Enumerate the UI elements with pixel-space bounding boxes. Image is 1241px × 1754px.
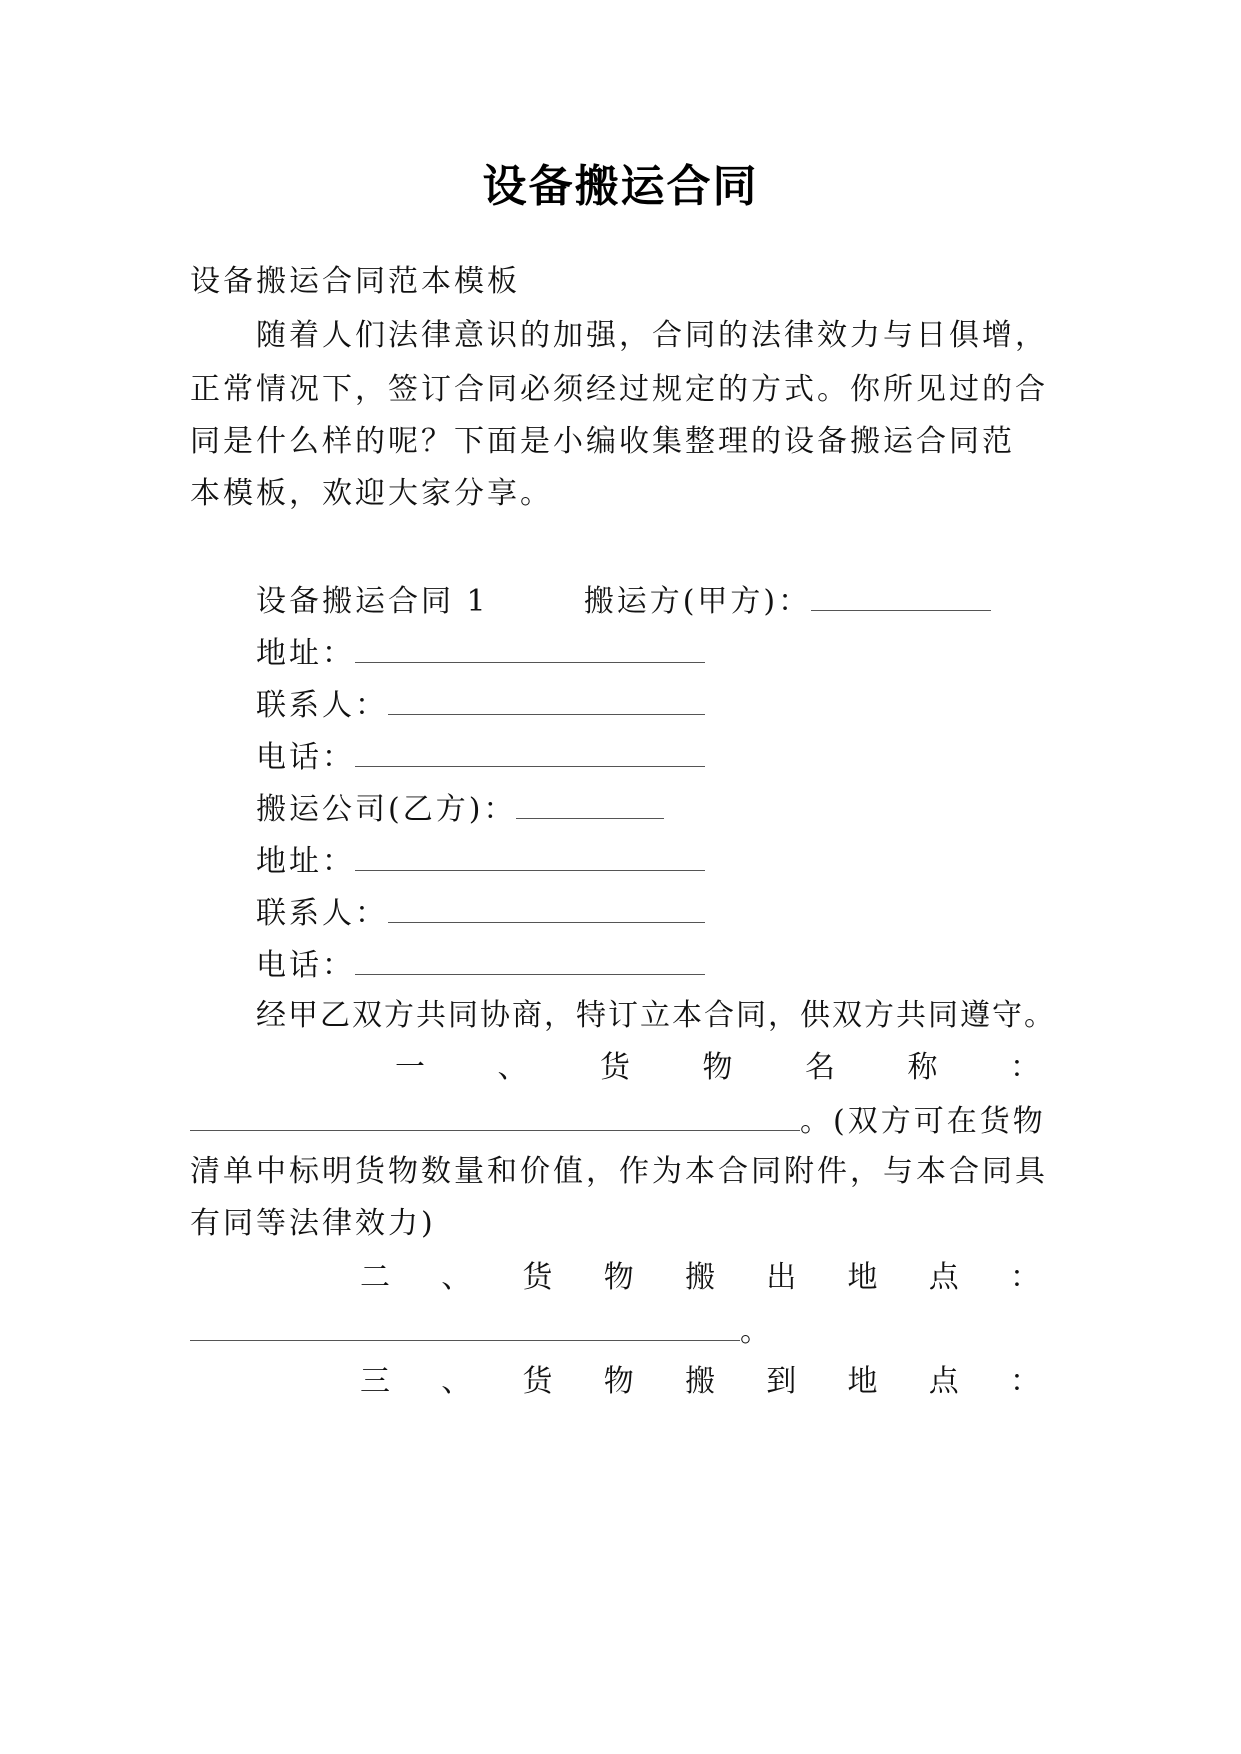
- clause-char: ：: [1010, 1050, 1040, 1085]
- clause-char: 、: [497, 1050, 528, 1085]
- party-a-label: 搬运方(甲方)：: [583, 584, 812, 619]
- document-subtitle: 设备搬运合同范本模板: [190, 264, 520, 299]
- party-a-contact-blank: [388, 684, 705, 715]
- clause-char: 地: [847, 1364, 878, 1399]
- party-a-contact-label: 联系人：: [256, 688, 388, 723]
- party-b-label: 搬运公司(乙方)：: [256, 792, 517, 827]
- party-a-address-blank: [355, 632, 705, 663]
- clause-3-heading: [360, 1362, 1040, 1402]
- clause-char: 到: [766, 1364, 797, 1399]
- party-b-contact-row: [256, 892, 705, 934]
- clause-char: ：: [1010, 1364, 1040, 1399]
- clause-2-heading: [360, 1258, 1040, 1298]
- clause-char: 货: [600, 1050, 630, 1085]
- party-b-blank: [516, 788, 664, 819]
- clause-char: 称: [907, 1050, 938, 1085]
- party-b-address-label: 地址：: [256, 844, 355, 879]
- clause-char: 点: [928, 1260, 959, 1295]
- party-b-address-row: [256, 840, 705, 882]
- agreement-line: 经甲乙双方共同协商，特订立本合同，供双方共同遵守。: [256, 998, 1056, 1033]
- document-title: 设备搬运合同: [482, 161, 759, 212]
- clause-1-cont-2: 有同等法律效力): [190, 1206, 436, 1241]
- clause-char: 三: [360, 1364, 390, 1399]
- party-a-blank: [811, 580, 991, 611]
- contract-heading-row: [256, 580, 991, 622]
- intro-line-2: 正常情况下，签订合同必须经过规定的方式。你所见过的合: [190, 372, 1048, 407]
- clause-2-blank-row: [190, 1310, 773, 1352]
- party-b-contact-label: 联系人：: [256, 896, 388, 931]
- clause-char: 物: [603, 1260, 634, 1295]
- clause-char: 出: [766, 1260, 797, 1295]
- party-a-phone-label: 电话：: [256, 740, 355, 775]
- origin-blank: [190, 1310, 740, 1341]
- clause-char: 物: [702, 1050, 733, 1085]
- clause-char: 名: [805, 1050, 835, 1085]
- clause-char: 搬: [685, 1364, 715, 1399]
- clause-1-tail: 。(双方可在货物: [800, 1104, 1046, 1139]
- clause-char: 二: [360, 1260, 390, 1295]
- intro-line-1: 随着人们法律意识的加强，合同的法律效力与日俱增，: [256, 318, 1048, 353]
- intro-line-4: 本模板，欢迎大家分享。: [190, 476, 553, 511]
- intro-line-3: 同是什么样的呢？下面是小编收集整理的设备搬运合同范: [190, 424, 1015, 459]
- clause-char: 货: [522, 1364, 553, 1399]
- clause-1-blank-row: [190, 1100, 1046, 1142]
- clause-2-tail: 。: [740, 1314, 773, 1349]
- party-b-row: [256, 788, 664, 830]
- clause-char: 、: [441, 1260, 472, 1295]
- party-a-address-label: 地址：: [256, 636, 355, 671]
- clause-char: 、: [441, 1364, 472, 1399]
- goods-name-blank: [190, 1100, 800, 1131]
- clause-char: 点: [928, 1364, 959, 1399]
- clause-char: ：: [1010, 1260, 1040, 1295]
- clause-char: 地: [847, 1260, 878, 1295]
- clause-1-heading: [395, 1048, 1040, 1088]
- party-a-phone-blank: [355, 736, 705, 767]
- party-b-phone-blank: [355, 944, 705, 975]
- party-a-contact-row: [256, 684, 705, 726]
- party-a-address-row: [256, 632, 705, 674]
- clause-char: 货: [522, 1260, 553, 1295]
- contract-heading: 设备搬运合同 1: [256, 584, 489, 619]
- clause-1-cont-1: 清单中标明货物数量和价值，作为本合同附件，与本合同具: [190, 1154, 1048, 1189]
- party-b-phone-label: 电话：: [256, 948, 355, 983]
- party-a-phone-row: [256, 736, 705, 778]
- party-b-phone-row: [256, 944, 705, 986]
- clause-char: 物: [603, 1364, 634, 1399]
- clause-char: 搬: [685, 1260, 715, 1295]
- party-b-address-blank: [355, 840, 705, 871]
- clause-char: 一: [395, 1050, 425, 1085]
- party-b-contact-blank: [388, 892, 705, 923]
